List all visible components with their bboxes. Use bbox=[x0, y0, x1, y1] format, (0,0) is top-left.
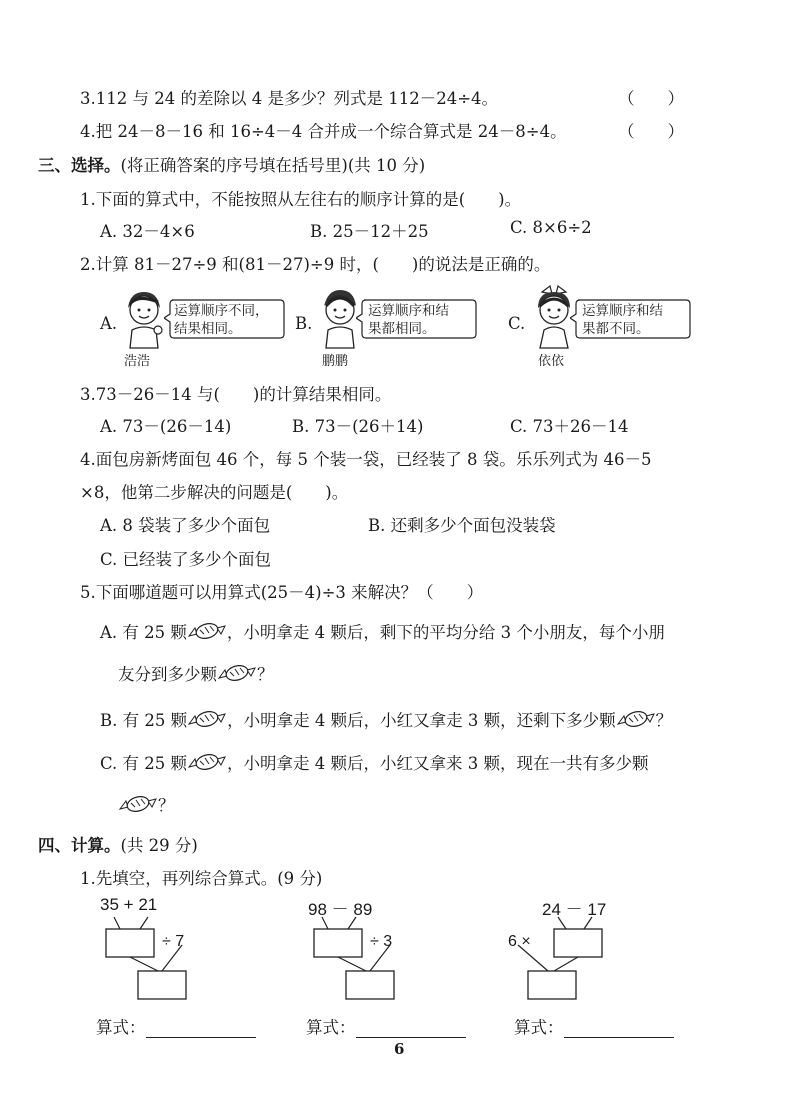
bubble-c-text bbox=[582, 302, 663, 338]
option-c[interactable]: C. 已经装了多少个面包 bbox=[100, 550, 272, 569]
q5-a-line2 bbox=[118, 661, 274, 685]
d2-bottom-op: ÷ 3 bbox=[370, 933, 393, 950]
section-4-note: (共 29 分) bbox=[120, 836, 198, 855]
section-3-note: (将正确答案的序号填在括号里)(共 10 分) bbox=[120, 156, 426, 175]
q5-c-pre: C. 有 25 颗 bbox=[100, 754, 188, 773]
option-c[interactable]: C. bbox=[508, 314, 526, 333]
candy-icon bbox=[118, 795, 158, 815]
d1-bottom-op: ÷ 7 bbox=[162, 933, 185, 950]
name-haohao: 浩浩 bbox=[124, 354, 151, 369]
option-a[interactable]: A. 32－4×6 bbox=[100, 222, 195, 241]
q5-b-pre: B. 有 25 颗 bbox=[100, 711, 188, 730]
d2-op: － bbox=[331, 900, 349, 919]
q5-b-post: ？ bbox=[655, 711, 673, 730]
d3-bottom-op: 6 × bbox=[508, 933, 531, 950]
q5-stem: 5.下面哪道题可以用算式(25－4)÷3 来解决？（ ） bbox=[80, 583, 484, 602]
bubble-b-text bbox=[368, 302, 449, 338]
q5-b-mid: ，小明拿走 4 颗后，小红又拿走 3 颗，还剩下多少颗 bbox=[227, 711, 616, 730]
q1-stem: 1.下面的算式中，不能按照从左往右的顺序计算的是( )。 bbox=[80, 190, 522, 209]
candy-icon bbox=[187, 622, 227, 642]
name-pengpeng: 鹏鹏 bbox=[322, 354, 349, 369]
q3-stem: 3.73－26－14 与( )的计算结果相同。 bbox=[80, 385, 392, 404]
q5-a-post: ，小明拿走 4 颗后，剩下的平均分给 3 个小朋友，每个小朋 bbox=[226, 623, 665, 642]
section-3-title: 三、选择。 bbox=[38, 156, 121, 175]
option-b[interactable]: B. 还剩多少个面包没装袋 bbox=[368, 516, 556, 535]
candy-icon bbox=[187, 710, 227, 730]
answer-box[interactable] bbox=[138, 971, 186, 999]
d3-left: 24 bbox=[542, 900, 561, 919]
q5-a-pre: A. 有 25 颗 bbox=[100, 623, 187, 642]
answer-paren[interactable]: （ ） bbox=[618, 89, 684, 108]
answer-box[interactable] bbox=[346, 971, 394, 999]
option-b[interactable]: B. 73－(26＋14) bbox=[292, 417, 424, 436]
d2-right: 89 bbox=[353, 900, 373, 919]
formula-label: 算式： bbox=[306, 1018, 356, 1037]
option-a[interactable] bbox=[100, 619, 665, 643]
q4-stem-line1: 4.面包房新烤面包 46 个，每 5 个装一袋，已经装了 8 袋。乐乐列式为 46－5 bbox=[80, 450, 652, 469]
section-title bbox=[38, 152, 425, 176]
option-c[interactable] bbox=[100, 750, 649, 774]
candy-icon bbox=[217, 664, 257, 684]
bubble-b-line2: 果都相同。 bbox=[368, 321, 436, 337]
option-c[interactable]: C. 73＋26－14 bbox=[510, 417, 629, 436]
q5-c2-post: ？ bbox=[158, 796, 175, 815]
bubble-b-line1: 运算顺序和结 bbox=[368, 303, 449, 319]
judge-q4: 4.把 24－8－16 和 16÷4－4 合并成一个综合算式是 24－8÷4。 bbox=[80, 122, 567, 141]
d1-left: 35 bbox=[100, 895, 119, 914]
d2-left: 98 bbox=[308, 900, 327, 919]
answer-box[interactable] bbox=[106, 929, 154, 957]
formula-line-3[interactable] bbox=[514, 1014, 674, 1038]
q5-c-post: ，小明拿走 4 颗后，小红又拿来 3 颗，现在一共有多少颗 bbox=[227, 754, 649, 773]
bubble-a-line1: 运算顺序不同， bbox=[174, 303, 269, 319]
formula-blank[interactable] bbox=[356, 1021, 466, 1038]
q4-stem-line2: ×8，他第二步解决的问题是( )。 bbox=[80, 483, 349, 502]
answer-box[interactable] bbox=[554, 929, 602, 957]
option-b[interactable]: B. bbox=[295, 314, 313, 333]
q5-c-line2 bbox=[118, 792, 175, 816]
judge-q3: 3.112 与 24 的差除以 4 是多少？列式是 112－24÷4。 bbox=[80, 89, 499, 108]
formula-line-2[interactable] bbox=[306, 1014, 466, 1038]
formula-label: 算式： bbox=[514, 1018, 564, 1037]
s4-q1-stem: 1.先填空，再列综合算式。(9 分) bbox=[80, 869, 323, 888]
option-c[interactable]: C. 8×6÷2 bbox=[510, 218, 592, 237]
option-a[interactable]: A. bbox=[100, 314, 118, 333]
section-4-title: 四、计算。 bbox=[38, 836, 121, 855]
formula-label: 算式： bbox=[96, 1018, 146, 1037]
q5-a2-pre: 友分到多少颗 bbox=[118, 665, 217, 684]
bubble-c-line1: 运算顺序和结 bbox=[582, 303, 663, 319]
d3-op: － bbox=[565, 900, 583, 919]
answer-paren[interactable]: （ ） bbox=[618, 122, 684, 141]
q5-a2-post: ？ bbox=[257, 665, 274, 684]
bubble-a-text bbox=[174, 302, 269, 338]
d1-right: 21 bbox=[138, 895, 158, 914]
diagram-1-top bbox=[100, 895, 157, 915]
candy-icon bbox=[616, 710, 656, 730]
d3-right: 17 bbox=[587, 900, 607, 919]
option-a[interactable]: A. 73－(26－14) bbox=[100, 417, 232, 436]
q2-stem: 2.计算 81－27÷9 和(81－27)÷9 时，( )的说法是正确的。 bbox=[80, 255, 551, 274]
answer-box[interactable] bbox=[314, 929, 362, 957]
page-number: 6 bbox=[394, 1040, 405, 1058]
name-yiyi: 依依 bbox=[538, 354, 565, 369]
diagram-2-top bbox=[308, 895, 372, 920]
option-b[interactable]: B. 25－12＋25 bbox=[310, 222, 429, 241]
bubble-a-line2: 结果相同。 bbox=[174, 321, 242, 337]
section-title bbox=[38, 832, 198, 856]
formula-blank[interactable] bbox=[564, 1021, 674, 1038]
answer-box[interactable] bbox=[528, 971, 576, 999]
option-b[interactable] bbox=[100, 707, 672, 731]
d1-op: + bbox=[123, 895, 134, 914]
bubble-c-line2: 果都不同。 bbox=[582, 321, 650, 337]
formula-line-1[interactable] bbox=[96, 1014, 256, 1038]
diagram-3-top bbox=[542, 895, 606, 920]
candy-icon bbox=[187, 753, 227, 773]
formula-blank[interactable] bbox=[146, 1021, 256, 1038]
option-a[interactable]: A. 8 袋装了多少个面包 bbox=[100, 516, 271, 535]
boy-haohao-illustration bbox=[118, 286, 168, 350]
